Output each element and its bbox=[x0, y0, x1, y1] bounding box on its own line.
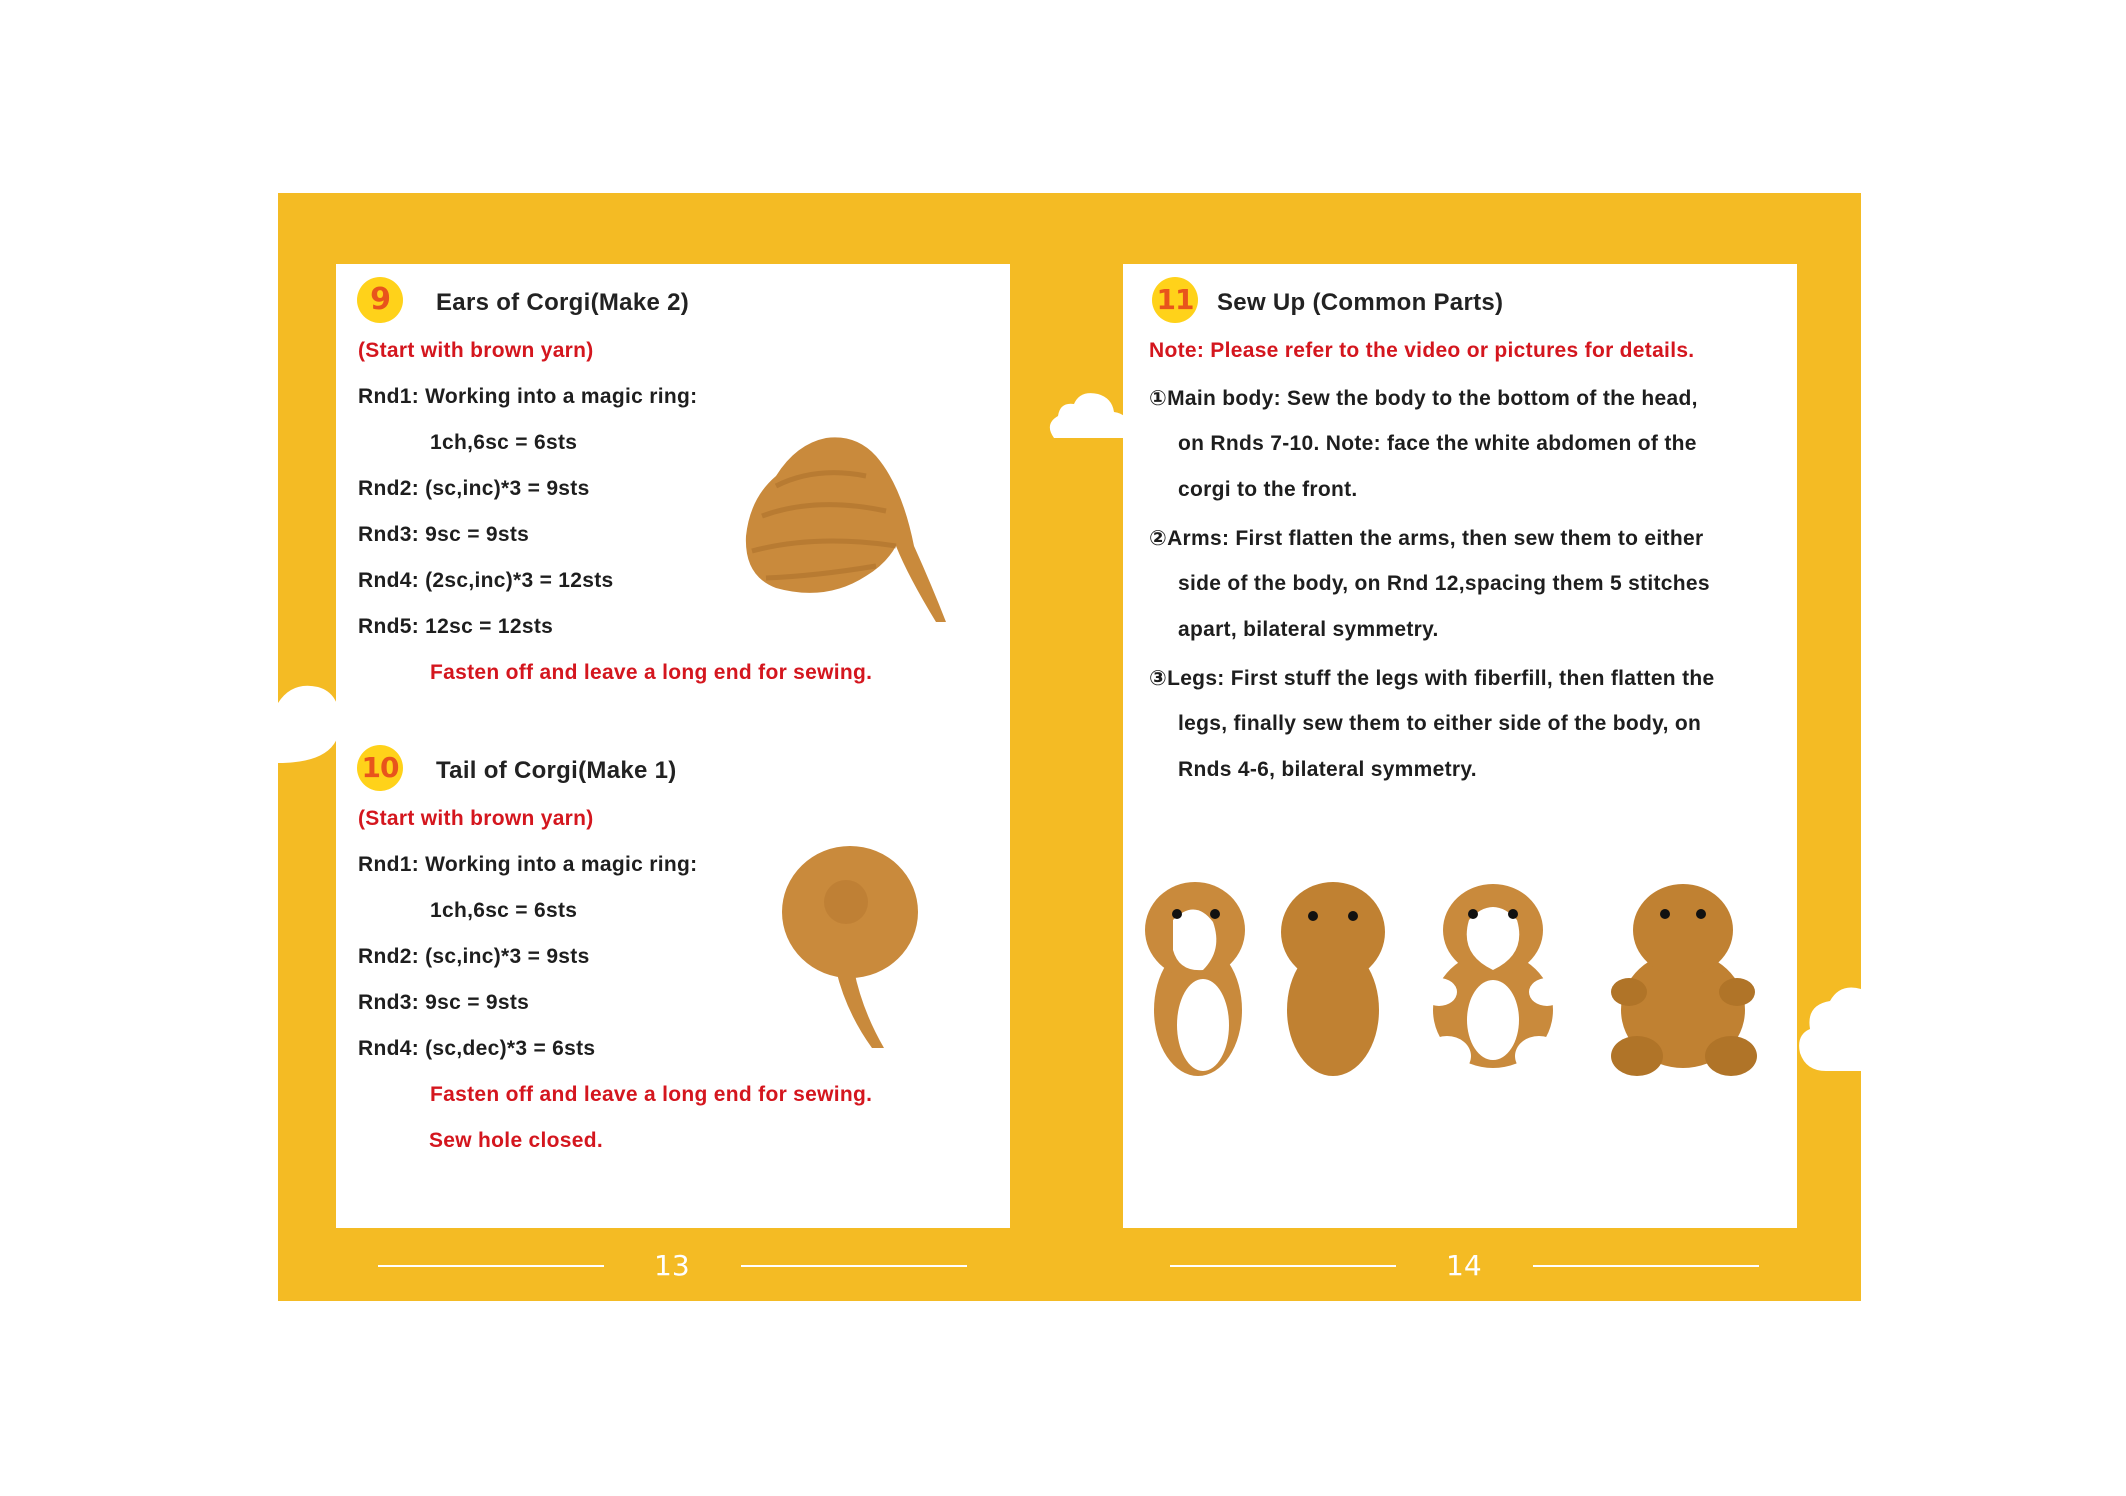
ears-rnd4: Rnd4: (2sc,inc)*3 = 12sts bbox=[358, 569, 614, 592]
step-10-badge: 10 bbox=[357, 745, 403, 791]
step-9-badge: 9 bbox=[357, 277, 403, 323]
arms-step-line2: side of the body, on Rnd 12,spacing them 5 stitches bbox=[1178, 572, 1710, 595]
ears-title: Ears of Corgi(Make 2) bbox=[436, 289, 690, 316]
legs-step-line3: Rnds 4-6, bilateral symmetry. bbox=[1178, 758, 1477, 781]
legs-step-line2: legs, finally sew them to either side of the body, on bbox=[1178, 712, 1702, 735]
cloud-right-decoration bbox=[1796, 983, 1861, 1083]
step-11-badge: 11 bbox=[1152, 277, 1198, 323]
crochet-tail-photo bbox=[776, 842, 926, 1052]
tail-yarn-note: (Start with brown yarn) bbox=[358, 807, 594, 830]
crochet-ear-photo bbox=[736, 426, 956, 626]
tail-rnd2: Rnd2: (sc,inc)*3 = 9sts bbox=[358, 945, 590, 968]
ears-rnd5: Rnd5: 12sc = 12sts bbox=[358, 615, 554, 638]
footer-line-13-left bbox=[378, 1265, 604, 1267]
ears-fasten-note: Fasten off and leave a long end for sewing. bbox=[430, 661, 873, 684]
cloud-middle-decoration bbox=[1048, 388, 1128, 440]
assembly-step-photos bbox=[1143, 880, 1783, 1080]
cloud-left-decoration bbox=[278, 673, 342, 773]
footer-line-14-right bbox=[1533, 1265, 1759, 1267]
page-14-panel bbox=[1123, 264, 1797, 1228]
ears-yarn-note: (Start with brown yarn) bbox=[358, 339, 594, 362]
tail-rnd3: Rnd3: 9sc = 9sts bbox=[358, 991, 530, 1014]
sew-up-title: Sew Up (Common Parts) bbox=[1217, 289, 1504, 316]
tail-rnd1-detail: 1ch,6sc = 6sts bbox=[430, 899, 578, 922]
page-13-panel bbox=[336, 264, 1010, 1228]
page-number-14: 14 bbox=[1446, 1249, 1482, 1282]
page-number-13: 13 bbox=[654, 1249, 690, 1282]
legs-step-line1: ③Legs: First stuff the legs with fiberfill, then flatten the bbox=[1149, 667, 1715, 690]
sew-up-note: Note: Please refer to the video or pictures for details. bbox=[1149, 339, 1695, 362]
main-body-step-line3: corgi to the front. bbox=[1178, 478, 1358, 501]
tail-rnd4: Rnd4: (sc,dec)*3 = 6sts bbox=[358, 1037, 596, 1060]
ears-rnd1-detail: 1ch,6sc = 6sts bbox=[430, 431, 578, 454]
main-body-step-line1: ①Main body: Sew the body to the bottom of the head, bbox=[1149, 387, 1698, 410]
tail-sew-note: Sew hole closed. bbox=[429, 1129, 604, 1152]
arms-step-line1: ②Arms: First flatten the arms, then sew them to either bbox=[1149, 527, 1704, 550]
book-spread bbox=[278, 193, 1861, 1301]
footer-line-13-right bbox=[741, 1265, 967, 1267]
ears-rnd1: Rnd1: Working into a magic ring: bbox=[358, 385, 698, 408]
ears-rnd3: Rnd3: 9sc = 9sts bbox=[358, 523, 530, 546]
ears-rnd2: Rnd2: (sc,inc)*3 = 9sts bbox=[358, 477, 590, 500]
main-body-step-line2: on Rnds 7-10. Note: face the white abdomen of the bbox=[1178, 432, 1697, 455]
arms-step-line3: apart, bilateral symmetry. bbox=[1178, 618, 1439, 641]
tail-fasten-note: Fasten off and leave a long end for sewing. bbox=[430, 1083, 873, 1106]
tail-title: Tail of Corgi(Make 1) bbox=[436, 757, 677, 784]
tail-rnd1: Rnd1: Working into a magic ring: bbox=[358, 853, 698, 876]
footer-line-14-left bbox=[1170, 1265, 1396, 1267]
